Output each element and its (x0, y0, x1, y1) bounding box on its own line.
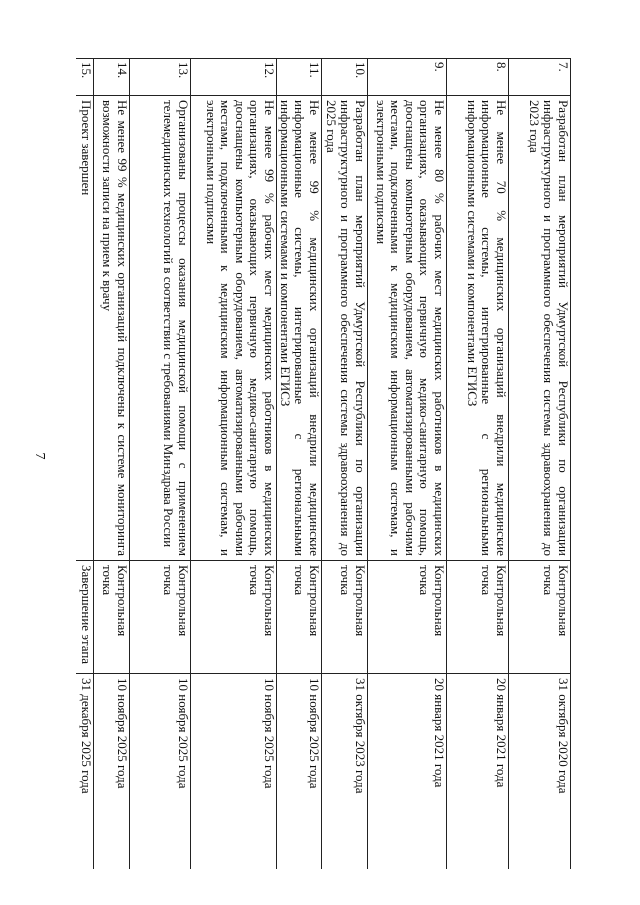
row-number: 12. (191, 59, 277, 96)
milestones-table (76, 58, 571, 869)
row-description: Не менее 99 % рабочих мест медицинских работников в медицинских организациях, оказывающих первичную медико-санитарную помощь, дооснащены компьютерным оборудованием, автоматизированными рабочими местами, подключенными к медицинским информационным системам, и электронными подписями (191, 96, 277, 561)
row-description: Разработан план мероприятий Удмуртской Республики по организации инфраструктурного и программного обеспечения системы здравоохранения до 2023 года (509, 96, 571, 561)
row-date: 10 ноября 2025 года (130, 674, 191, 870)
row-type: Контрольная точка (94, 561, 130, 674)
table-row (277, 59, 322, 870)
row-date: 10 ноября 2025 года (277, 674, 322, 870)
table-row (191, 59, 277, 870)
row-type: Контрольная точка (130, 561, 191, 674)
row-number: 10. (322, 59, 368, 96)
row-type: Контрольная точка (509, 561, 571, 674)
row-type: Контрольная точка (191, 561, 277, 674)
row-date: 10 ноября 2025 года (191, 674, 277, 870)
row-number: 15. (76, 59, 94, 96)
row-number: 11. (277, 59, 322, 96)
row-number: 9. (368, 59, 447, 96)
row-date: 31 октября 2023 года (322, 674, 368, 870)
row-number: 13. (130, 59, 191, 96)
row-type: Завершение этапа (76, 561, 94, 674)
table-row (447, 59, 509, 870)
table-row (94, 59, 130, 870)
table-row (322, 59, 368, 870)
rotated-table-container (76, 58, 571, 869)
row-date: 10 ноября 2025 года (94, 674, 130, 870)
page-number: 7 (32, 452, 47, 460)
row-date: 20 января 2021 года (447, 674, 509, 870)
row-description: Не менее 99 % медицинских организаций подключены к системе мониторинга возможности записи на прием к врачу (94, 96, 130, 561)
row-date: 31 октября 2020 года (509, 674, 571, 870)
table-row (76, 59, 94, 870)
row-date: 20 января 2021 года (368, 674, 447, 870)
row-description: Не менее 99 % медицинских организаций внедрили медицинские информационные системы, интегрированные с региональными информационными системами и компонентами ЕГИСЗ (277, 96, 322, 561)
row-number: 7. (509, 59, 571, 96)
row-number: 14. (94, 59, 130, 96)
table-viewport (76, 58, 571, 869)
row-description: Не менее 80 % рабочих мест медицинских работников в медицинских организациях, оказывающих первичную медико-санитарную помощь, дооснащены компьютерным оборудованием, автоматизированными рабочими местами, подключенными к медицинским информационным системам, и электронными подписями (368, 96, 447, 561)
table-row (509, 59, 571, 870)
row-type: Контрольная точка (368, 561, 447, 674)
row-description: Организованы процессы оказания медицинской помощи с применением телемедицинских технологий в соответствии с требованиями Минздрава России (130, 96, 191, 561)
row-description: Проект завершен (76, 96, 94, 561)
row-type: Контрольная точка (277, 561, 322, 674)
row-type: Контрольная точка (322, 561, 368, 674)
table-row (130, 59, 191, 870)
row-number: 8. (447, 59, 509, 96)
row-description: Разработан план мероприятий Удмуртской Республики по организации инфраструктурного и программного обеспечения системы здравоохранения до 2025 года (322, 96, 368, 561)
row-description: Не менее 70 % медицинских организаций внедрили медицинские информационные системы, интегрированные с региональными информационными системами и компонентами ЕГИСЗ (447, 96, 509, 561)
row-date: 31 декабря 2025 года (76, 674, 94, 870)
row-type: Контрольная точка (447, 561, 509, 674)
table-row (368, 59, 447, 870)
